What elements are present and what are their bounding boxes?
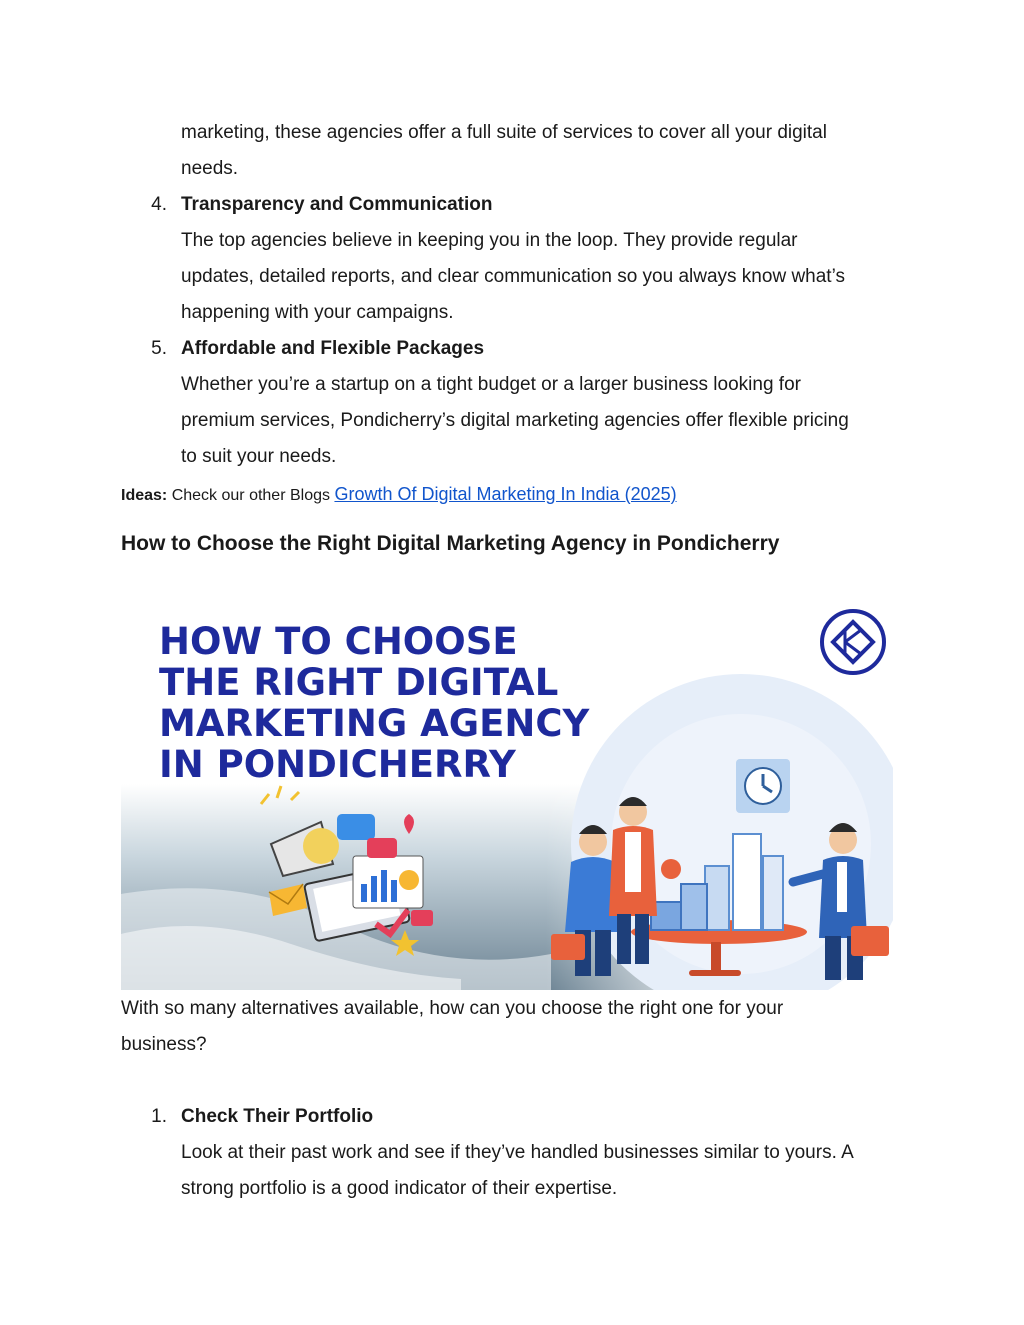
list-item-line: to suit your needs. bbox=[181, 446, 337, 467]
body-line-2: business? bbox=[121, 1034, 207, 1055]
list-item-number: 1. bbox=[151, 1106, 167, 1127]
list-item-title: Affordable and Flexible Packages bbox=[181, 338, 485, 359]
list-item-number: 4. bbox=[151, 194, 167, 215]
hero-headline-line: IN PONDICHERRY bbox=[159, 743, 516, 786]
blog-link[interactable]: Growth Of Digital Marketing In India (2025) bbox=[334, 484, 677, 504]
hero-headline-line: HOW TO CHOOSE bbox=[159, 620, 518, 663]
list-item-title: Transparency and Communication bbox=[181, 194, 493, 215]
intro-line-1: marketing, these agencies offer a full suite of services to cover all your digital bbox=[181, 122, 827, 143]
list-item-line: happening with your campaigns. bbox=[181, 302, 454, 323]
list-item-line: Whether you’re a startup on a tight budget or a larger business looking for bbox=[181, 374, 801, 395]
intro-line-2: needs. bbox=[181, 158, 239, 179]
clock-icon bbox=[736, 759, 790, 813]
list-item-line: Look at their past work and see if they’ve handled businesses similar to yours. A bbox=[181, 1142, 854, 1163]
ideas-line bbox=[121, 481, 677, 509]
list-item-line: updates, detailed reports, and clear communication so you always know what’s bbox=[181, 266, 845, 287]
ideas-label: Ideas: bbox=[121, 487, 168, 504]
list-item-line: premium services, Pondicherry’s digital marketing agencies offer flexible pricing bbox=[181, 410, 849, 431]
body-line-1: With so many alternatives available, how can you choose the right one for your bbox=[121, 998, 784, 1019]
list-item-line: strong portfolio is a good indicator of their expertise. bbox=[181, 1178, 618, 1199]
hero-headline-line: MARKETING AGENCY bbox=[159, 702, 590, 745]
list-item-number: 5. bbox=[151, 338, 167, 359]
hero-headline-line: THE RIGHT DIGITAL bbox=[159, 661, 559, 704]
section-heading: How to Choose the Right Digital Marketing Agency in Pondicherry bbox=[121, 532, 780, 555]
list-item-line: The top agencies believe in keeping you in the loop. They provide regular bbox=[181, 230, 798, 251]
hero-image bbox=[121, 594, 893, 990]
list-item-title: Check Their Portfolio bbox=[181, 1106, 374, 1127]
ideas-text: Check our other Blogs bbox=[167, 487, 335, 504]
